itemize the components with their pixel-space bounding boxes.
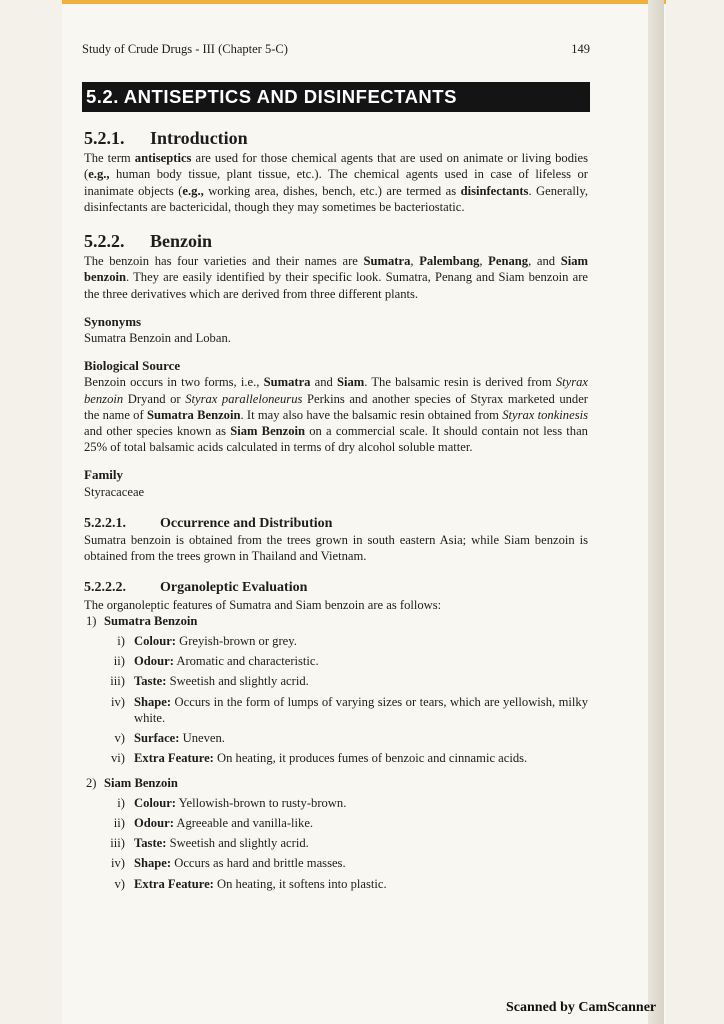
list-item: 1) Sumatra Benzoin i) Colour: Greyish-brown or grey. ii) Odour: Aromatic and characteristic. iii) Taste: Sweetish and slightly acrid. iv) Shape: Occurs in the form of lumps of varying sizes or tears, which are yellowish, milky white. v) Surface: Uneven. vi) Extra Feature: On heating, it produces fumes of benzoic and cinnamic acids. (86, 613, 588, 766)
family-text: Styracaceae (84, 484, 145, 499)
list-item: iv) Shape: Occurs in the form of lumps of varying sizes or tears, which are yellowish, milky white. (111, 694, 588, 725)
organoleptic-intro: The organoleptic features of Sumatra and Siam benzoin are as follows: (84, 597, 442, 612)
list-item: ii) Odour: Aromatic and characteristic. (113, 654, 319, 669)
biological-source-heading: Biological Source (84, 358, 181, 374)
benzoin-heading: 5.2.2. Benzoin (84, 231, 213, 252)
synonyms-heading: Synonyms (84, 313, 142, 329)
intro-paragraph: The term antiseptics are used for those chemical agents that are used on animate or living bodies (e.g., human body tissue, plant tissue, etc.). The chemical agents used in case of lifeless or inanimate objects (e.g., working area, dishes, bench, etc.) are termed as disinfectants. Generally, disinfectants are bactericidal, though they may sometimes be bacteriostatic. (84, 151, 589, 214)
group-title: Sumatra Benzoin (104, 613, 198, 628)
list-item: iv) Shape: Occurs as hard and brittle masses. (111, 856, 346, 871)
family-block (84, 467, 588, 499)
list-item: 2) Siam Benzoin i) Colour: Yellowish-brown to rusty-brown. ii) Odour: Agreeable and vanilla-like. iii) Taste: Sweetish and slightly acrid. iv) Shape: Occurs as hard and brittle masses. v) Extra Feature: On heating, it softens into plastic. (84, 775, 588, 892)
scanner-watermark: Scanned by CamScanner (506, 1000, 657, 1015)
list-item: iii) Taste: Sweetish and slightly acrid. (110, 836, 309, 851)
synonyms-block (84, 314, 588, 346)
sub-list (104, 795, 588, 892)
list-item: v) Surface: Uneven. (114, 731, 225, 746)
family-heading: Family (84, 467, 123, 483)
section-banner: 5.2. ANTISEPTICS AND DISINFECTANTS (82, 82, 590, 112)
synonyms-text: Sumatra Benzoin and Loban. (84, 331, 231, 346)
list-item: ii) Odour: Agreeable and vanilla-like. (113, 815, 314, 830)
intro-heading: 5.2.1. Introduction (84, 128, 248, 148)
benzoin-paragraph: The benzoin has four varieties and their names are Sumatra, Palembang, Penang, and Siam benzoin. They are easily identified by their specific look. Sumatra, Penang and Siam benzoin are the three derivatives which are derived from three different plants. (84, 254, 588, 301)
occurrence-paragraph: Sumatra benzoin is obtained from the trees grown in south eastern Asia; while Siam benzoin is obtained from the trees grown in Thailand and Vietnam. (84, 533, 588, 564)
organoleptic-list (84, 613, 588, 892)
biological-source-block (84, 358, 588, 455)
page-content (84, 124, 588, 892)
list-item: i) Colour: Greyish-brown or grey. (117, 634, 297, 649)
group-title: Siam Benzoin (104, 775, 178, 790)
list-item: v) Extra Feature: On heating, it softens into plastic. (114, 876, 387, 891)
list-item: vi) Extra Feature: On heating, it produces fumes of benzoic and cinnamic acids. (111, 751, 528, 766)
page-edge-shadow (648, 0, 664, 1024)
page-number: 149 (571, 42, 590, 56)
biological-source-paragraph: Benzoin occurs in two forms, i.e., Sumatra and Siam. The balsamic resin is derived from Styrax benzoin Dryand or Styrax paralleloneurus Perkins and another species of Styrax marketed under the name of Sumatra Benzoin. It may also have the balsamic resin obtained from Styrax tonkinesis and other species known as Siam Benzoin on a commercial scale. It should contain not less than 25% of total balsamic acids calculated in terms of dry alcohol soluble matter. (84, 375, 589, 455)
top-edge-strip (62, 0, 666, 4)
list-item: i) Colour: Yellowish-brown to rusty-brown. (117, 795, 347, 810)
list-item: iii) Taste: Sweetish and slightly acrid. (110, 674, 309, 689)
running-header (82, 42, 590, 57)
header-title: Study of Crude Drugs - III (Chapter 5-C) (82, 42, 288, 56)
occurrence-heading: 5.2.2.1. Occurrence and Distribution (84, 515, 333, 531)
organoleptic-heading: 5.2.2.2. Organoleptic Evaluation (84, 580, 308, 596)
sub-list (104, 633, 588, 766)
